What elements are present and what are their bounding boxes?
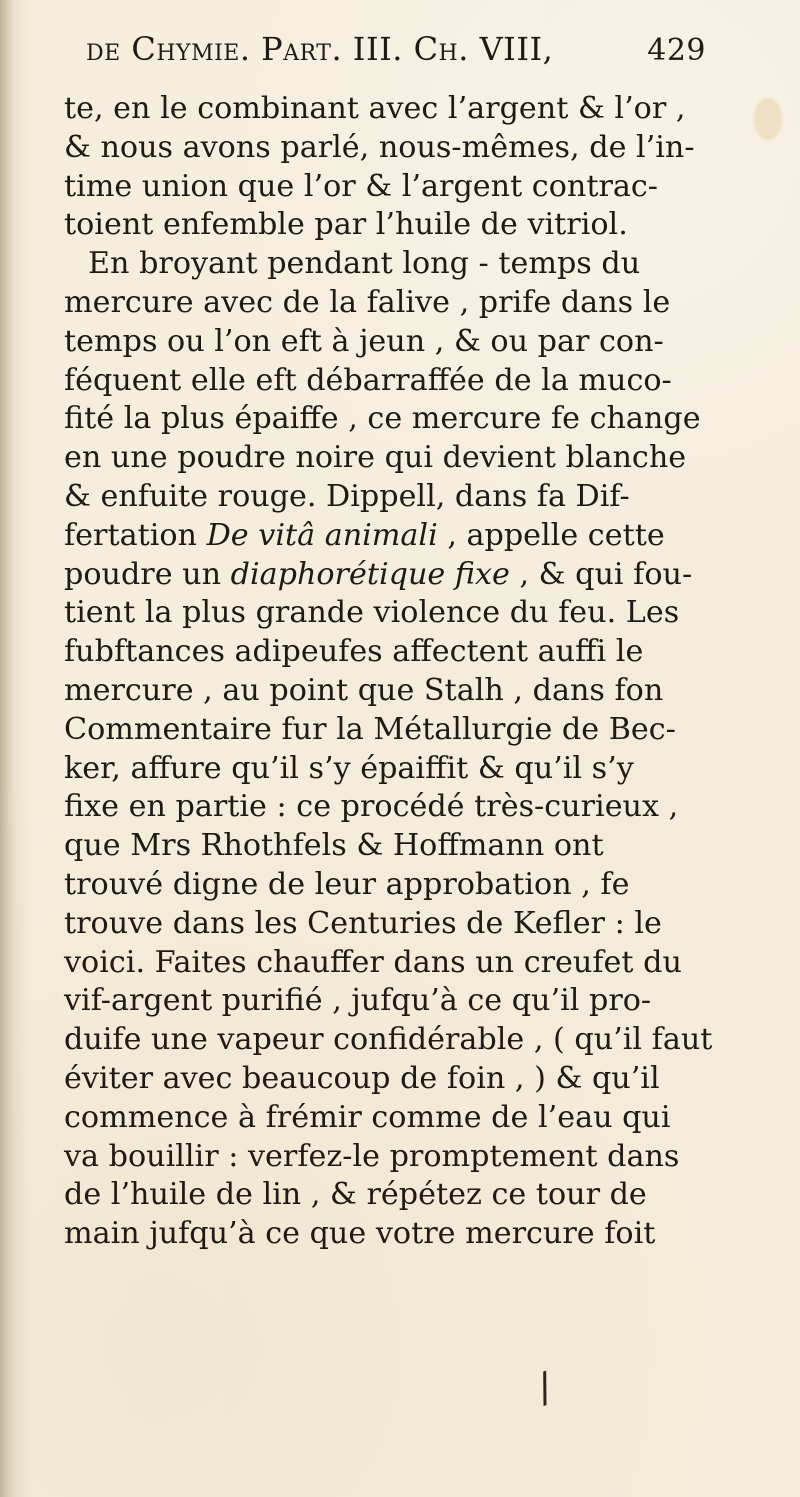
footer-mark: / <box>531 1364 559 1412</box>
body-text <box>64 90 713 1254</box>
text-line <box>64 517 704 556</box>
text-line <box>64 633 704 672</box>
italic-text-segment: diaphorétique fixe <box>230 556 510 592</box>
text-line <box>64 323 704 362</box>
text-segment: voici. Faites chauffer dans un creufet du <box>64 944 682 980</box>
text-segment: trouvé digne de leur approbation , fe <box>64 866 630 902</box>
text-segment: poudre un <box>64 556 231 592</box>
text-line <box>64 362 704 401</box>
text-line <box>64 827 704 866</box>
text-line <box>64 478 704 517</box>
text-segment: te, en le combinant avec l’argent & l’or , <box>64 91 686 126</box>
text-segment: temps ou l’on eft à jeun , & ou par con- <box>64 323 664 359</box>
text-line <box>64 982 704 1021</box>
text-segment: que Mrs Rhothfels & Hoffmann ont <box>64 828 604 864</box>
text-segment: commence à frémir comme de l’eau qui <box>64 1099 671 1135</box>
text-segment: time union que l’or & l’argent contrac- <box>64 168 658 204</box>
text-segment: toient enfemble par l’huile de vitriol. <box>64 207 628 243</box>
text-segment: duife une vapeur confidérable , ( qu’il faut <box>64 1022 713 1058</box>
text-line <box>64 556 704 595</box>
text-line <box>64 672 704 711</box>
text-line <box>64 1176 704 1215</box>
text-line <box>64 129 704 168</box>
text-segment: fubftances adipeufes affectent auffi le <box>64 634 644 670</box>
text-line <box>64 1099 704 1138</box>
text-line <box>64 1215 704 1254</box>
text-line <box>64 400 704 439</box>
text-segment: En broyant pendant long - temps du <box>88 246 641 282</box>
text-line <box>64 905 704 944</box>
text-line <box>64 750 704 789</box>
text-segment: ker, affure qu’il s’y épaiffit & qu’il s’y <box>64 750 634 786</box>
text-line <box>64 168 704 207</box>
text-segment: fertation <box>64 517 207 553</box>
text-line <box>64 284 704 323</box>
text-segment: , appelle cette <box>437 517 665 553</box>
text-line <box>64 594 704 633</box>
text-line <box>64 206 704 245</box>
text-segment: fité la plus épaiffe , ce mercure fe change <box>64 401 701 437</box>
text-segment: va bouillir : verfez-le promptement dans <box>64 1138 680 1174</box>
text-segment: & enfuite rouge. Dippell, dans fa Dif- <box>64 478 630 514</box>
text-segment: féquent elle eft débarraffée de la muco- <box>64 362 672 398</box>
text-line <box>64 944 704 983</box>
text-segment: de l’huile de lin , & répétez ce tour de <box>64 1177 647 1213</box>
running-head-title: de Chymie. Part. III. Ch. VIII, <box>86 30 554 68</box>
page-binding-shadow <box>0 0 14 1497</box>
text-segment: , & qui fou- <box>509 556 693 592</box>
text-segment: éviter avec beaucoup de foin , ) & qu’il <box>64 1060 660 1096</box>
text-segment: main jufqu’à ce que votre mercure foit <box>64 1216 656 1252</box>
text-line <box>64 866 704 905</box>
text-line <box>64 1138 704 1177</box>
text-segment: fixe en partie : ce procédé très-curieux , <box>64 789 679 825</box>
text-line <box>64 711 704 750</box>
text-line <box>64 245 704 284</box>
text-line <box>64 788 704 827</box>
text-segment: & nous avons parlé, nous-mêmes, de l’in- <box>64 129 695 165</box>
running-header <box>86 30 706 90</box>
italic-text-segment: De vitâ animali <box>206 517 438 553</box>
text-line <box>64 1060 704 1099</box>
text-segment: tient la plus grande violence du feu. Les <box>64 595 680 631</box>
text-segment: vif-argent purifié , jufqu’à ce qu’il pro- <box>64 983 652 1019</box>
text-segment: mercure , au point que Stalh , dans fon <box>64 672 664 708</box>
paper-stain <box>754 98 782 140</box>
text-segment: en une poudre noire qui devient blanche <box>64 440 687 476</box>
text-segment: mercure avec de la falive , prife dans le <box>64 284 671 320</box>
text-segment: trouve dans les Centuries de Kefler : le <box>64 905 662 941</box>
text-segment: Commentaire fur la Métallurgie de Bec- <box>64 711 676 747</box>
page-number: 429 <box>647 33 706 68</box>
text-line <box>64 90 704 129</box>
text-line <box>64 439 704 478</box>
text-line <box>64 1021 713 1060</box>
